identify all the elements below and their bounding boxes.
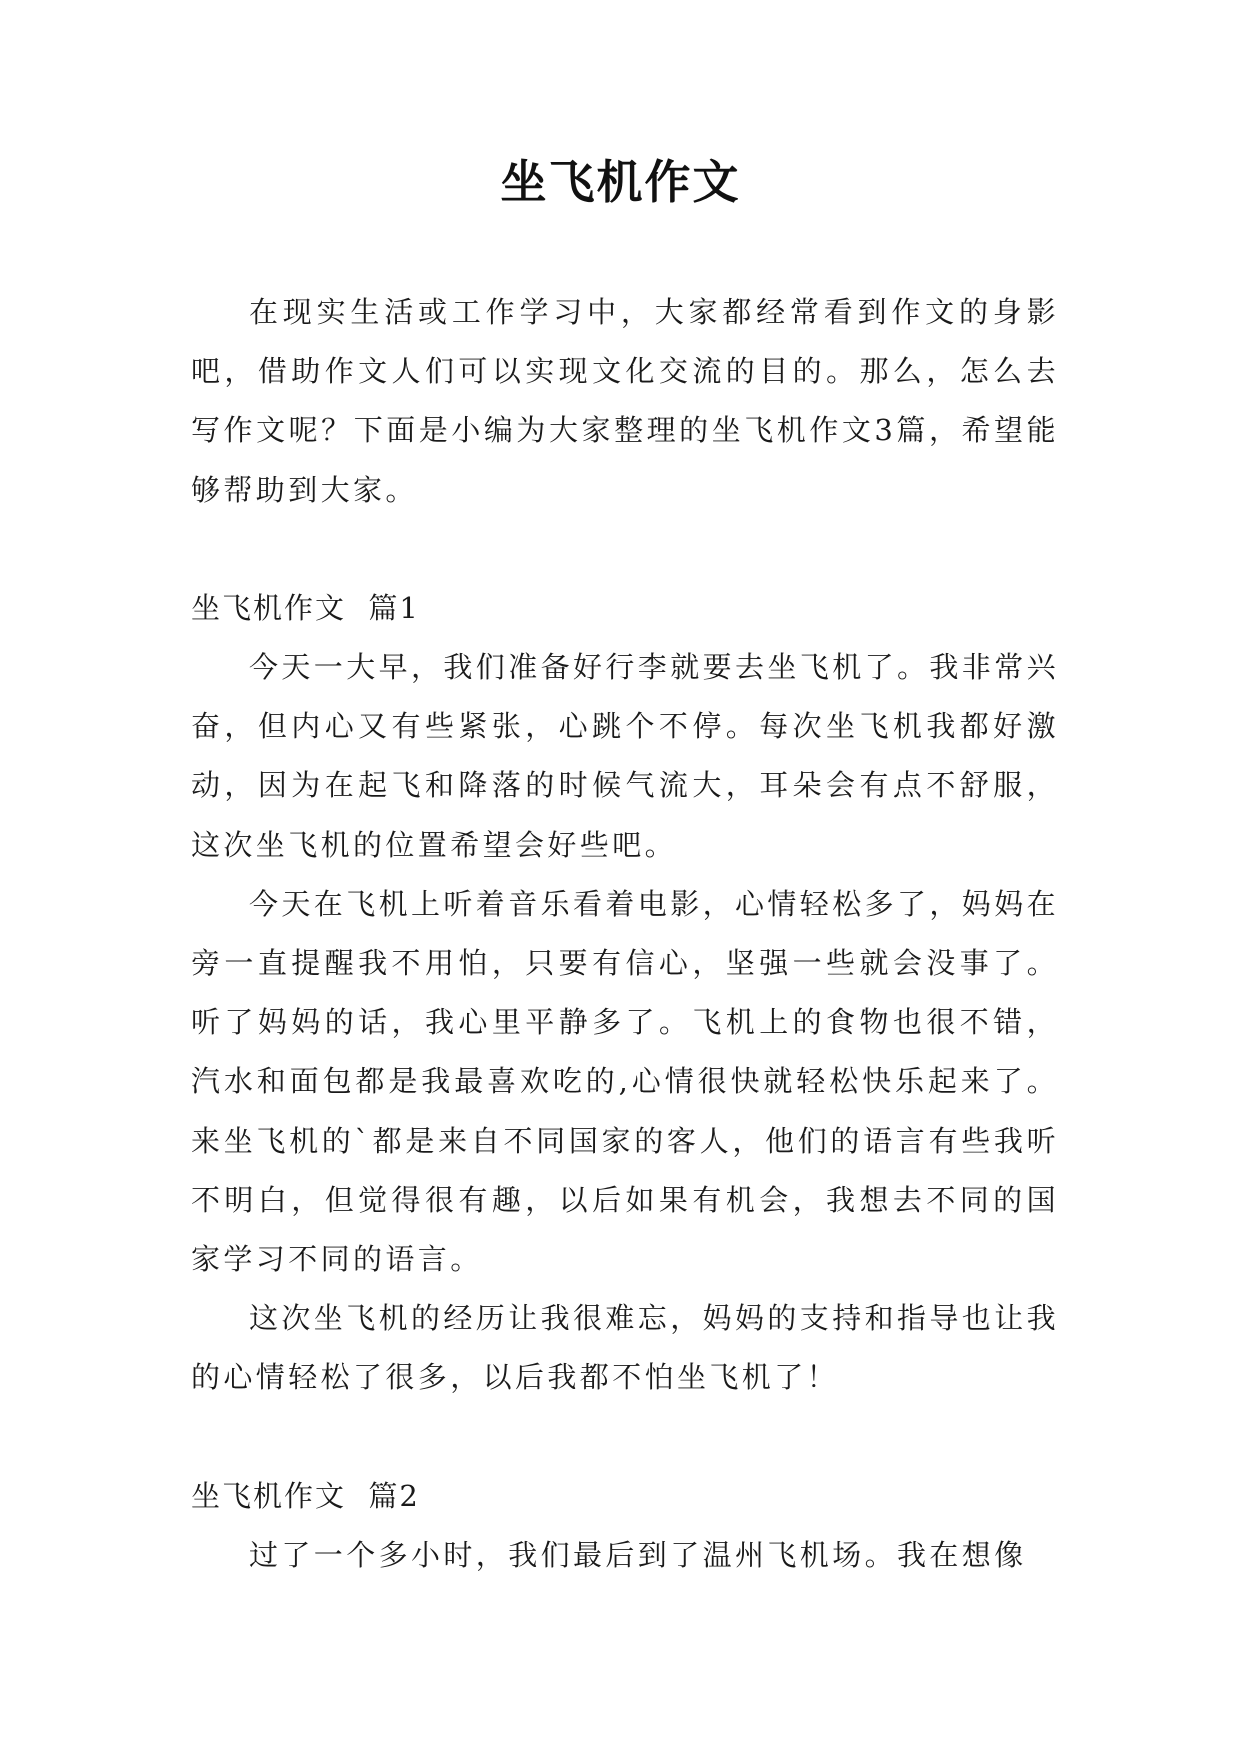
- document-title: 坐飞机作文: [500, 155, 741, 209]
- section-paragraph: 今天在飞机上听着音乐看着电影，心情轻松多了，妈妈在旁一直提醒我不用怕，只要有信心，坚强一些就会没事了。听了妈妈的话，我心里平静多了。飞机上的食物也很不错，汽水和面包都是我最喜欢吃的,心情很快就轻松快乐起来了。来坐飞机的`都是来自不同国家的客人，他们的语言有些我听不明白，但觉得很有趣，以后如果有机会，我想去不同的国家学习不同的语言。: [191, 886, 1060, 1277]
- essay-section-2: [191, 1467, 1059, 1585]
- section-spacer: [191, 1408, 1059, 1467]
- section-paragraph: 过了一个多小时，我们最后到了温州飞机场。我在想像: [249, 1537, 1027, 1572]
- document-body: [191, 283, 1059, 1585]
- section-heading: 坐飞机作文 篇2: [191, 1478, 420, 1513]
- section-paragraph: 这次坐飞机的经历让我很难忘，妈妈的支持和指导也让我的心情轻松了很多，以后我都不怕坐飞机了！: [191, 1301, 1060, 1395]
- section-heading: 坐飞机作文 篇1: [191, 590, 420, 625]
- intro-paragraph: 在现实生活或工作学习中，大家都经常看到作文的身影吧，借助作文人们可以实现文化交流的目的。那么，怎么去写作文呢？下面是小编为大家整理的坐飞机作文3篇，希望能够帮助到大家。: [191, 295, 1059, 507]
- section-spacer: [191, 520, 1059, 579]
- essay-section-1: [191, 579, 1059, 1408]
- section-paragraph: 今天一大早，我们准备好行李就要去坐飞机了。我非常兴奋，但内心又有些紧张，心跳个不停。每次坐飞机我都好激动，因为在起飞和降落的时候气流大，耳朵会有点不舒服，这次坐飞机的位置希望会好些吧。: [191, 650, 1060, 862]
